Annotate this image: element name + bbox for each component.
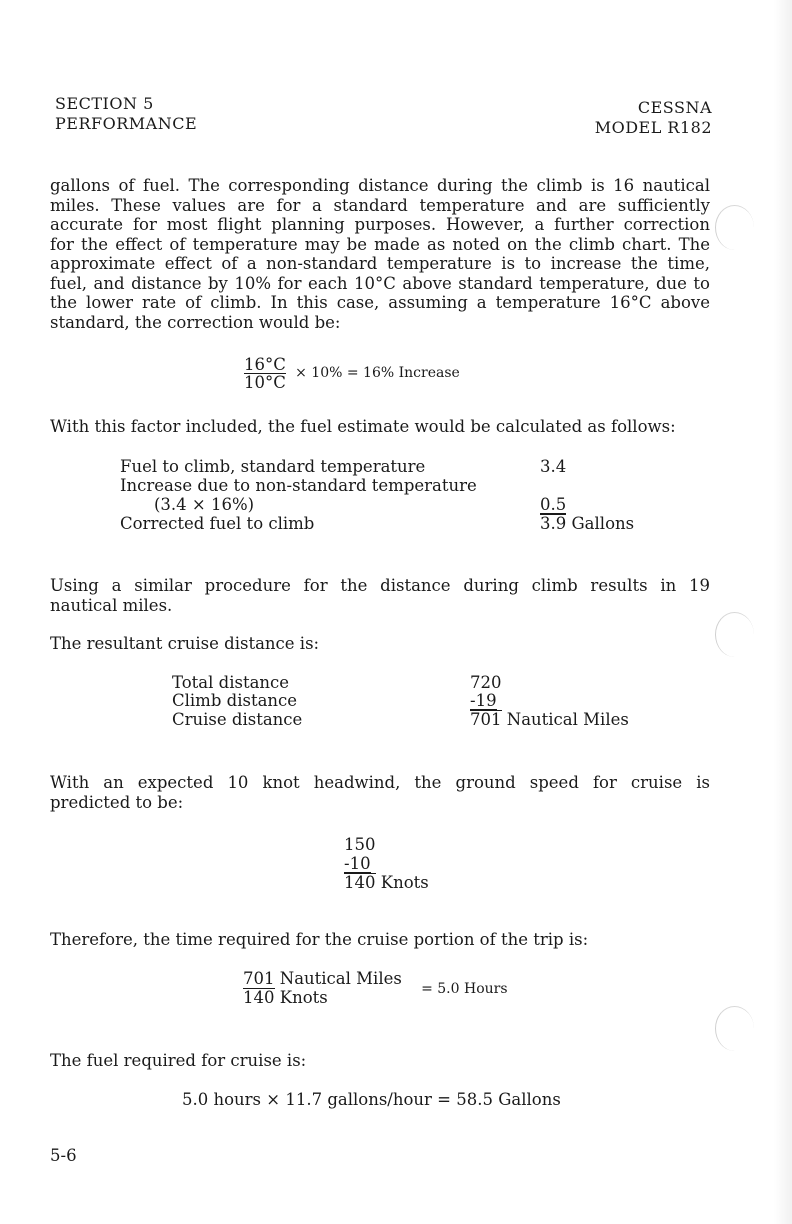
temp-fraction [244, 356, 286, 391]
fuel-row-value: 3.4 [540, 457, 567, 476]
speed-value: 150 [344, 835, 376, 854]
temp-result: × 10% = 16% Increase [295, 365, 460, 381]
cruise-row-label: Cruise distance [172, 710, 303, 729]
fuel-cruise-intro: The fuel required for cruise is: [50, 1051, 307, 1070]
binder-hole-mark [715, 205, 754, 250]
time-formula [243, 970, 508, 1008]
paragraph-line: standard, the correction would be: [50, 312, 341, 332]
speed-unit: Knots [380, 873, 429, 892]
paragraph-line: for the effect of temperature may be made as noted on the climb chart. The [50, 234, 710, 254]
headwind-paragraph [50, 773, 710, 812]
paragraph-line: gallons of fuel. The corresponding distance during the climb is 16 nautical [50, 176, 710, 195]
time-result: = 5.0 Hours [421, 980, 508, 997]
cruise-row-value: 720 [470, 673, 502, 692]
paragraph-line: predicted to be: [50, 792, 184, 812]
cruise-total-value: 701 [470, 710, 502, 729]
paragraph-line: nautical miles. [50, 595, 173, 615]
speed-result: 140 [344, 873, 376, 892]
cruise-row-label: Climb distance [172, 691, 298, 710]
fuel-intro: With this factor included, the fuel estimate would be calculated as follows: [50, 417, 676, 436]
intro-paragraph [50, 176, 710, 332]
page-number: 5-6 [50, 1146, 77, 1165]
temp-correction-formula [244, 356, 460, 391]
paragraph-line: Using a similar procedure for the distance during climb results in 19 [50, 576, 710, 595]
model-label: MODEL R182 [594, 118, 712, 137]
fuel-row-label: Corrected fuel to climb [120, 514, 315, 533]
fuel-row-value: 0.5 [540, 495, 567, 514]
paragraph-line: fuel, and distance by 10% for each 10°C above standard temperature, due to [50, 273, 710, 293]
cruise-row-value: -19 [470, 691, 497, 710]
page-edge-shadow [774, 0, 792, 1224]
cruise-row-label: Total distance [172, 673, 290, 692]
binder-hole-mark [715, 1006, 754, 1051]
temp-numerator: 16°C [244, 355, 286, 374]
fuel-row-label: Fuel to climb, standard temperature [120, 457, 426, 476]
cruise-intro: The resultant cruise distance is: [50, 634, 320, 653]
time-numerator-unit: Nautical Miles [279, 969, 402, 988]
speed-value: -10 [344, 854, 371, 873]
time-numerator-value: 701 [243, 969, 275, 988]
time-denominator: 140 Knots [243, 988, 328, 1007]
fuel-total-value: 3.9 [540, 514, 567, 533]
distance-paragraph [50, 576, 710, 615]
fuel-total-unit: Gallons [571, 514, 635, 533]
time-fraction [243, 970, 402, 1008]
time-intro: Therefore, the time required for the cruise portion of the trip is: [50, 930, 589, 949]
paragraph-line: miles. These values are for a standard temperature and are sufficiently [50, 195, 710, 215]
brand-label: CESSNA [637, 98, 712, 117]
binder-hole-mark [715, 612, 754, 657]
fuel-row-label: Increase due to non-standard temperature [120, 476, 477, 495]
section-label: SECTION 5 [55, 94, 154, 113]
paragraph-line: accurate for most flight planning purposes. However, a further correction [50, 215, 710, 234]
fuel-cruise-formula: 5.0 hours × 11.7 gallons/hour = 58.5 Gallons [182, 1090, 561, 1109]
cruise-total-unit: Nautical Miles [506, 710, 629, 729]
paragraph-line: the lower rate of climb. In this case, assuming a temperature 16°C above [50, 293, 710, 312]
paragraph-line: With an expected 10 knot headwind, the ground speed for cruise is [50, 773, 710, 792]
temp-denominator: 10°C [244, 373, 286, 392]
fuel-row-label: (3.4 × 16%) [154, 495, 255, 514]
paragraph-line: approximate effect of a non-standard temperature is to increase the time, [50, 254, 710, 273]
section-subject: PERFORMANCE [55, 114, 198, 133]
